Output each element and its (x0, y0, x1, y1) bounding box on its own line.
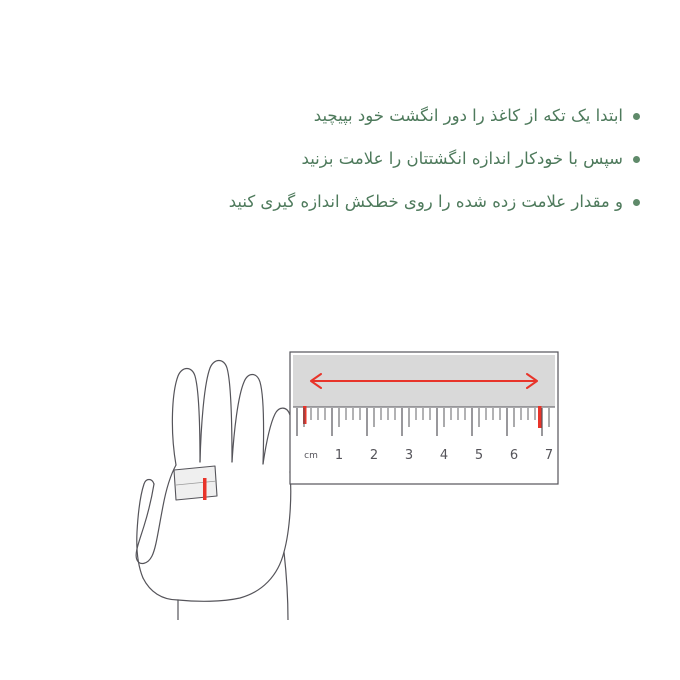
bullet-icon (633, 199, 640, 206)
list-item (40, 147, 640, 172)
bullet-icon (633, 113, 640, 120)
list-item (40, 104, 640, 129)
ruler-tick-label: 3 (404, 448, 414, 463)
paper-strip (174, 466, 217, 500)
instructions-list (40, 104, 640, 232)
ruler-tick-label: 7 (544, 448, 554, 463)
measurement-illustration (0, 280, 680, 620)
ruler-tick-label: 2 (369, 448, 379, 463)
instruction-text: و مقدار علامت زده شده را روی خطکش اندازه گیری کنید (228, 191, 623, 211)
instruction-text: سپس با خودکار اندازه انگشتتان را علامت بزنید (301, 148, 623, 168)
end-mark (538, 406, 542, 428)
bullet-icon (633, 156, 640, 163)
ruler-tick-label: 1 (334, 448, 344, 463)
ruler-tick-label: 5 (474, 448, 484, 463)
ruler (290, 352, 558, 484)
list-item (40, 190, 640, 215)
ruler-tick-label: 4 (439, 448, 449, 463)
instruction-text: ابتدا یک تکه از کاغذ را دور انگشت خود بپیچید (313, 106, 623, 125)
ruler-unit-label: cm (304, 451, 318, 461)
ruler-tick-label: 6 (509, 448, 519, 463)
pen-mark-icon (203, 478, 207, 500)
